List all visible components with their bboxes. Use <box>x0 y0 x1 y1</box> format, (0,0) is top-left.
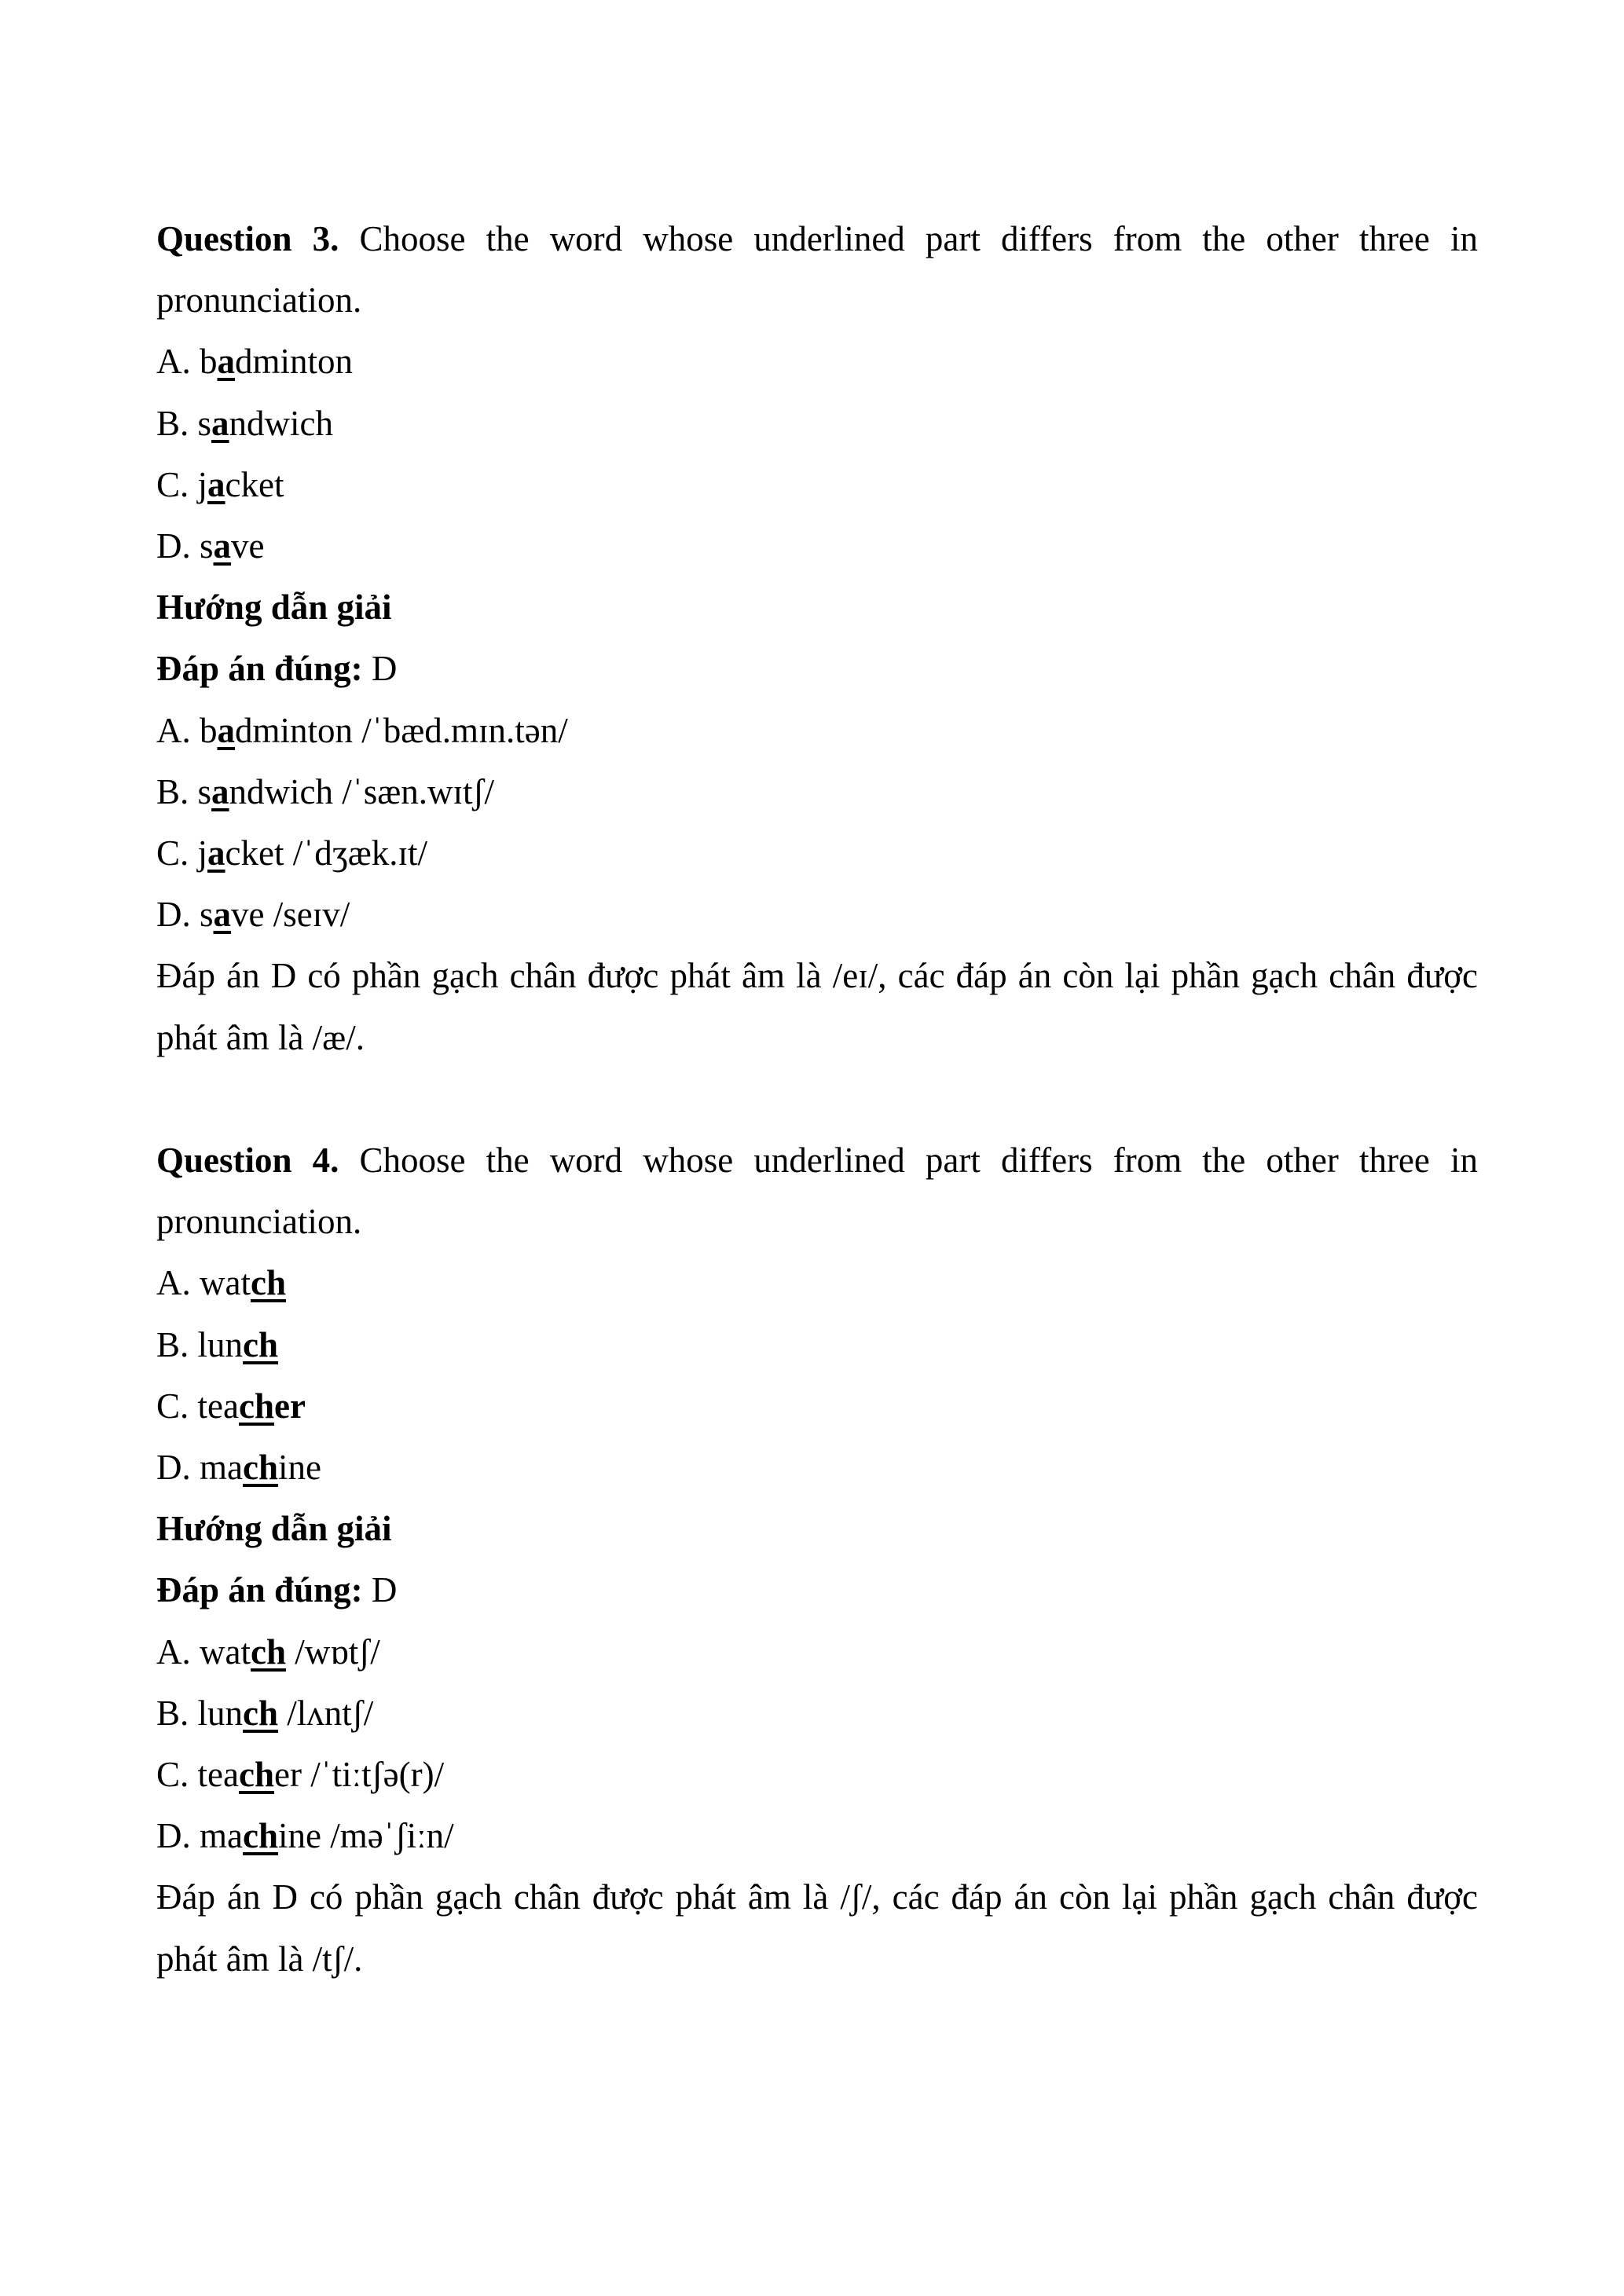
word-start: ma <box>200 1816 243 1856</box>
question-label: Question 3. <box>156 219 339 258</box>
option-letter: B. <box>156 1693 189 1733</box>
underlined-part: ch <box>250 1631 286 1672</box>
question-label: Question 4. <box>156 1141 339 1181</box>
question-text: Choose the word whose underlined part differs from the other three in pronunciation. <box>156 219 1478 320</box>
ipa-transcription: /lʌntʃ/ <box>287 1693 374 1733</box>
option-letter: D. <box>156 1816 191 1856</box>
word-start: b <box>200 710 218 750</box>
question-prompt <box>156 1130 1478 1252</box>
word-start: tea <box>197 1386 239 1426</box>
word-end: ine <box>277 1448 321 1488</box>
ipa-transcription: /ˈsæn.wɪtʃ/ <box>342 771 495 811</box>
ipa-transcription: /ˈbæd.mɪn.tən/ <box>361 710 568 750</box>
document-page <box>156 208 1478 1990</box>
option-letter: D. <box>156 526 191 566</box>
word-start: wat <box>200 1263 251 1303</box>
option-c <box>156 1375 1478 1437</box>
option-letter: A. <box>156 1263 191 1303</box>
underlined-part: a <box>217 342 235 382</box>
answer-label: Đáp án đúng: <box>156 1570 363 1610</box>
underlined-part: a <box>207 464 225 504</box>
word-start: b <box>200 342 218 382</box>
word-end: ve <box>231 526 265 566</box>
ipa-transcription: /wɒtʃ/ <box>295 1631 380 1672</box>
explanation-c <box>156 1744 1478 1805</box>
option-letter: A. <box>156 342 191 382</box>
underlined-part: ch <box>242 1448 278 1488</box>
word-start: lun <box>197 1324 244 1364</box>
word-end: ndwich <box>229 771 334 811</box>
word-end: ve <box>231 895 265 935</box>
ipa-transcription: /ˈtiːtʃə(r)/ <box>310 1755 445 1795</box>
word-end: er <box>273 1755 302 1795</box>
word-end: cket <box>225 833 284 873</box>
option-letter: C. <box>156 1386 189 1426</box>
option-a <box>156 1252 1478 1313</box>
option-letter: D. <box>156 895 191 935</box>
word-end: dminton <box>235 342 354 382</box>
underlined-part: a <box>211 771 229 811</box>
underlined-part: a <box>211 403 229 443</box>
conclusion-text: Đáp án D có phần gạch chân được phát âm là /eɪ/, các đáp án còn lại phần gạch chân được phát âm là /æ/. <box>156 956 1478 1057</box>
underlined-part: a <box>213 895 232 935</box>
answer-value: D <box>371 649 398 689</box>
option-d <box>156 1437 1478 1498</box>
question-text: Choose the word whose underlined part differs from the other three in pronunciation. <box>156 1141 1478 1242</box>
explanation-d <box>156 1805 1478 1866</box>
word-start: s <box>197 403 212 443</box>
conclusion-text: Đáp án D có phần gạch chân được phát âm là /ʃ/, các đáp án còn lại phần gạch chân được phát âm là /tʃ/. <box>156 1877 1478 1979</box>
option-letter: A. <box>156 1631 191 1672</box>
word-end: ine <box>277 1816 321 1856</box>
word-start: ma <box>200 1448 243 1488</box>
explanation-a <box>156 1621 1478 1683</box>
word-start: lun <box>197 1693 244 1733</box>
option-d <box>156 515 1478 577</box>
ipa-transcription: /seɪv/ <box>273 895 350 935</box>
word-end: dminton <box>235 710 354 750</box>
word-start: s <box>200 526 214 566</box>
option-letter: B. <box>156 403 189 443</box>
word-bold-end: er <box>273 1386 306 1426</box>
option-letter: C. <box>156 1755 189 1795</box>
option-b <box>156 393 1478 454</box>
guide-heading: Hướng dẫn giải <box>156 1509 392 1549</box>
question-block <box>156 1130 1478 1990</box>
explanation-d <box>156 884 1478 945</box>
underlined-part: a <box>207 833 225 873</box>
word-start: s <box>200 895 214 935</box>
word-start: tea <box>197 1755 239 1795</box>
explanation-b <box>156 1683 1478 1744</box>
ipa-transcription: /məˈʃiːn/ <box>330 1816 454 1856</box>
answer-value: D <box>371 1570 398 1610</box>
word-start: j <box>197 833 208 873</box>
underlined-part: a <box>213 526 232 566</box>
option-letter: B. <box>156 771 189 811</box>
correct-answer <box>156 1559 1478 1620</box>
option-letter: C. <box>156 833 189 873</box>
word-end: cket <box>225 464 284 504</box>
explanation-b <box>156 761 1478 822</box>
option-c <box>156 454 1478 515</box>
underlined-part: ch <box>238 1755 274 1795</box>
option-a <box>156 331 1478 392</box>
underlined-part: ch <box>243 1324 279 1364</box>
word-start: j <box>197 464 208 504</box>
correct-answer <box>156 638 1478 699</box>
underlined-part: ch <box>250 1263 286 1303</box>
word-start: wat <box>200 1631 251 1672</box>
option-letter: B. <box>156 1324 189 1364</box>
explanation-a <box>156 700 1478 761</box>
underlined-part: ch <box>238 1386 274 1426</box>
word-end: ndwich <box>229 403 334 443</box>
underlined-part: ch <box>243 1693 279 1733</box>
underlined-part: ch <box>242 1816 278 1856</box>
underlined-part: a <box>217 710 235 750</box>
word-start: s <box>197 771 212 811</box>
option-letter: D. <box>156 1448 191 1488</box>
question-prompt <box>156 208 1478 331</box>
question-block <box>156 208 1478 1068</box>
option-letter: C. <box>156 464 189 504</box>
option-b <box>156 1314 1478 1375</box>
spacer <box>156 1068 1478 1130</box>
guide-heading: Hướng dẫn giải <box>156 588 392 628</box>
ipa-transcription: /ˈdʒæk.ɪt/ <box>292 833 427 873</box>
explanation-c <box>156 822 1478 884</box>
answer-label: Đáp án đúng: <box>156 649 363 689</box>
option-letter: A. <box>156 710 191 750</box>
